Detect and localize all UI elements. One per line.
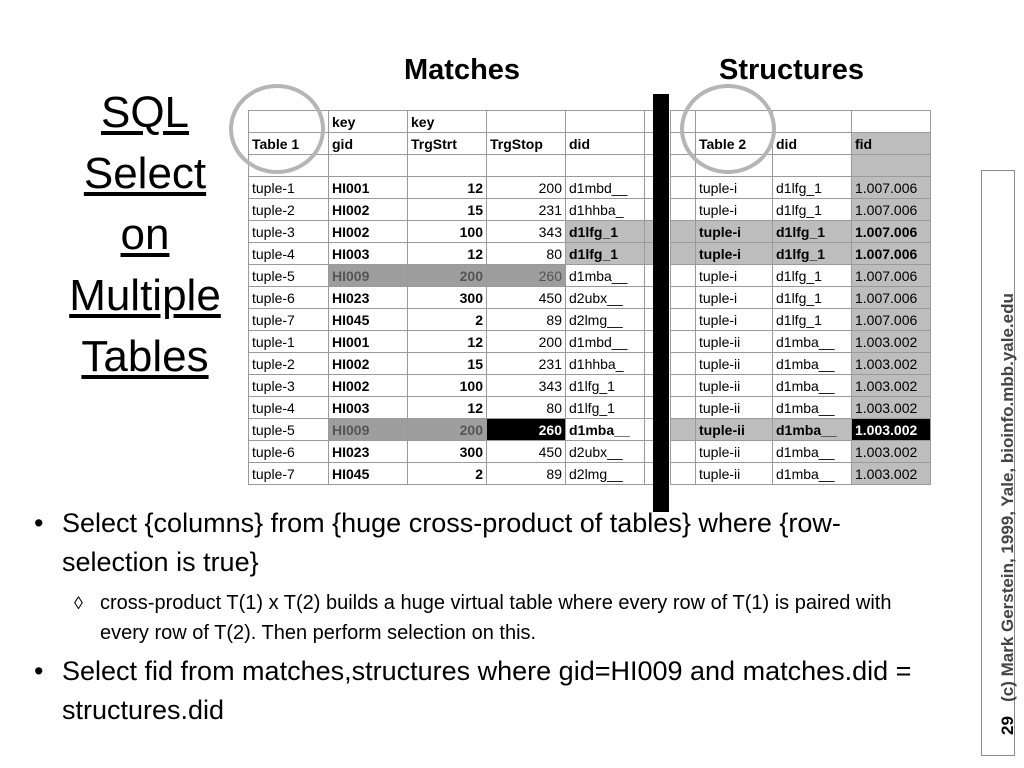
table-row: [249, 309, 665, 331]
cell-tuple: tuple-6: [249, 441, 329, 463]
key-cell: key: [408, 111, 487, 133]
table-row: [671, 221, 931, 243]
header-cell-did: did: [566, 133, 645, 155]
table-row: [671, 463, 931, 485]
spacer-cell: [671, 353, 696, 375]
cell-trgstrt: 100: [408, 375, 487, 397]
cell-fid: 1.003.002: [852, 331, 931, 353]
spacer-cell: [671, 463, 696, 485]
cell-trgstrt: 300: [408, 441, 487, 463]
cell-tuple: tuple-ii: [696, 375, 773, 397]
table2-highlight-circle: [680, 84, 776, 174]
cell-tuple: tuple-2: [249, 353, 329, 375]
table-row: [671, 353, 931, 375]
table-row: [249, 243, 665, 265]
table-row: [249, 419, 665, 441]
cell-tuple: tuple-i: [696, 199, 773, 221]
bullet-dot: •: [34, 656, 44, 686]
cell-fid: 1.003.002: [852, 441, 931, 463]
cell-fid: 1.007.006: [852, 309, 931, 331]
table-row: [249, 441, 665, 463]
table-row: [249, 375, 665, 397]
cell-trgstop: 343: [487, 375, 566, 397]
cell-gid: HI001: [329, 331, 408, 353]
header-cell-gid: gid: [329, 133, 408, 155]
cell-did: d1lfg_1: [773, 199, 852, 221]
spacer-cell: [671, 419, 696, 441]
blank-cell: [566, 155, 645, 177]
header-cell-fid: fid: [852, 133, 931, 155]
cell-fid: 1.003.002: [852, 419, 931, 441]
cell-gid: HI003: [329, 397, 408, 419]
spacer-cell: [671, 309, 696, 331]
cell-did: d2ubx__: [566, 287, 645, 309]
sub-bullet-text: cross-product T(1) x T(2) builds a huge virtual table where every row of T(1) is paired with every row of T(2). Then perform selection on this.: [100, 592, 892, 644]
cell-gid: HI002: [329, 221, 408, 243]
bullet-dot: •: [34, 508, 44, 538]
cell-trgstrt: 12: [408, 331, 487, 353]
key-cell: key: [329, 111, 408, 133]
table-divider: [653, 94, 669, 512]
bullet-text: Select fid from matches,structures where gid=HI009 and matches.did = structures.did: [62, 656, 912, 725]
cell-gid: HI002: [329, 199, 408, 221]
cell-trgstop: 89: [487, 463, 566, 485]
cell-trgstrt: 100: [408, 221, 487, 243]
title-line: Select: [83, 149, 207, 198]
page-number: 29: [998, 716, 1017, 735]
spacer-cell: [671, 397, 696, 419]
cell-gid: HI023: [329, 441, 408, 463]
header-cell-trgstrt: TrgStrt: [408, 133, 487, 155]
table-row: [249, 199, 665, 221]
cell-did: d1mba__: [773, 331, 852, 353]
cell-tuple: tuple-i: [696, 265, 773, 287]
blank-cell: [408, 155, 487, 177]
cell-trgstop: 200: [487, 331, 566, 353]
table-row: [249, 221, 665, 243]
blank-cell: [852, 111, 931, 133]
cell-trgstop: 450: [487, 287, 566, 309]
cell-fid: 1.007.006: [852, 177, 931, 199]
cell-tuple: tuple-3: [249, 221, 329, 243]
table-row: [249, 353, 665, 375]
spacer-cell: [671, 199, 696, 221]
cell-trgstrt: 200: [408, 419, 487, 441]
credit-text: [998, 293, 1018, 735]
cell-trgstop: 260: [487, 419, 566, 441]
cell-tuple: tuple-ii: [696, 331, 773, 353]
cell-tuple: tuple-1: [249, 331, 329, 353]
cell-did: d1lfg_1: [773, 177, 852, 199]
table-row: [671, 287, 931, 309]
spacer-cell: [671, 331, 696, 353]
table-row: [249, 397, 665, 419]
key-highlight-circle: [229, 84, 325, 174]
cell-tuple: tuple-4: [249, 397, 329, 419]
cell-fid: 1.003.002: [852, 353, 931, 375]
cell-did: d1mba__: [773, 419, 852, 441]
cell-did: d2lmg__: [566, 463, 645, 485]
cell-trgstrt: 15: [408, 199, 487, 221]
blank-cell: [773, 155, 852, 177]
cell-did: d1hhba_: [566, 199, 645, 221]
cell-gid: HI045: [329, 463, 408, 485]
cell-tuple: tuple-ii: [696, 353, 773, 375]
header-cell-tuple: Table 2: [696, 133, 773, 155]
cell-fid: 1.007.006: [852, 199, 931, 221]
cell-fid: 1.003.002: [852, 463, 931, 485]
cell-gid: HI009: [329, 419, 408, 441]
header-cell-tuple: Table 1: [249, 133, 329, 155]
cell-fid: 1.007.006: [852, 243, 931, 265]
cell-tuple: tuple-3: [249, 375, 329, 397]
cell-trgstop: 200: [487, 177, 566, 199]
title-line: SQL: [100, 88, 190, 137]
cell-did: d1mba__: [566, 265, 645, 287]
cell-did: d1lfg_1: [566, 397, 645, 419]
cell-gid: HI002: [329, 353, 408, 375]
table-row: [249, 463, 665, 485]
cell-trgstop: 80: [487, 243, 566, 265]
structures-heading: Structures: [719, 54, 865, 86]
diamond-icon: ◊: [74, 593, 83, 613]
cell-trgstrt: 15: [408, 353, 487, 375]
matches-heading: Matches: [404, 54, 521, 86]
sub-bullet-item: [32, 588, 932, 648]
cell-trgstrt: 200: [408, 265, 487, 287]
key-cell: [566, 111, 645, 133]
cell-tuple: tuple-7: [249, 309, 329, 331]
cell-gid: HI003: [329, 243, 408, 265]
table-row: [671, 397, 931, 419]
blank-cell: [773, 111, 852, 133]
key-cell: [487, 111, 566, 133]
cell-trgstrt: 300: [408, 287, 487, 309]
spacer-cell: [671, 243, 696, 265]
title-line: on: [120, 210, 170, 259]
cell-did: d1mba__: [773, 463, 852, 485]
bullet-list: [32, 504, 932, 730]
spacer-cell: [671, 177, 696, 199]
cell-trgstrt: 12: [408, 243, 487, 265]
cell-trgstop: 260: [487, 265, 566, 287]
cell-gid: HI002: [329, 375, 408, 397]
spacer-cell: [671, 375, 696, 397]
title-line: Tables: [81, 332, 209, 381]
credit-line: (c) Mark Gerstein, 1999, Yale, bioinfo.mbb.yale.edu: [998, 293, 1017, 702]
header-cell-trgstop: TrgStop: [487, 133, 566, 155]
bullet-text: Select {columns} from {huge cross-product of tables} where {row-selection is true}: [62, 508, 841, 577]
cell-did: d1lfg_1: [773, 309, 852, 331]
cell-trgstop: 231: [487, 353, 566, 375]
cell-tuple: tuple-7: [249, 463, 329, 485]
cell-did: d1mba__: [773, 441, 852, 463]
cell-did: d2ubx__: [566, 441, 645, 463]
cell-tuple: tuple-i: [696, 287, 773, 309]
cell-did: d1mba__: [773, 397, 852, 419]
bullet-item: [32, 652, 932, 730]
cell-trgstrt: 2: [408, 463, 487, 485]
cell-tuple: tuple-ii: [696, 397, 773, 419]
table-row: [671, 265, 931, 287]
spacer-cell: [671, 441, 696, 463]
cell-tuple: tuple-ii: [696, 463, 773, 485]
blank-cell: [329, 155, 408, 177]
cell-tuple: tuple-i: [696, 221, 773, 243]
cell-trgstop: 231: [487, 199, 566, 221]
cell-tuple: tuple-i: [696, 177, 773, 199]
cell-tuple: tuple-5: [249, 265, 329, 287]
cell-did: d1lfg_1: [773, 221, 852, 243]
cell-tuple: tuple-i: [696, 309, 773, 331]
cell-tuple: tuple-ii: [696, 441, 773, 463]
table-row: [671, 419, 931, 441]
cell-gid: HI009: [329, 265, 408, 287]
cell-trgstrt: 2: [408, 309, 487, 331]
cell-trgstrt: 12: [408, 397, 487, 419]
cell-did: d1mba__: [773, 353, 852, 375]
cell-gid: HI045: [329, 309, 408, 331]
cell-did: d1mbd__: [566, 177, 645, 199]
blank-cell: [852, 155, 931, 177]
cell-trgstop: 80: [487, 397, 566, 419]
cell-did: d2lmg__: [566, 309, 645, 331]
cell-tuple: tuple-6: [249, 287, 329, 309]
spacer-cell: [671, 287, 696, 309]
cell-fid: 1.007.006: [852, 287, 931, 309]
table-row: [671, 243, 931, 265]
cell-tuple: tuple-4: [249, 243, 329, 265]
spacer-cell: [671, 265, 696, 287]
table-row: [671, 177, 931, 199]
cell-tuple: tuple-2: [249, 199, 329, 221]
cell-fid: 1.003.002: [852, 375, 931, 397]
cell-trgstop: 89: [487, 309, 566, 331]
cell-did: d1lfg_1: [773, 243, 852, 265]
cell-did: d1lfg_1: [566, 375, 645, 397]
table-row: [249, 265, 665, 287]
cell-tuple: tuple-1: [249, 177, 329, 199]
blank-cell: [487, 155, 566, 177]
cell-gid: HI023: [329, 287, 408, 309]
slide-title: [40, 82, 250, 387]
cell-fid: 1.007.006: [852, 221, 931, 243]
cell-trgstrt: 12: [408, 177, 487, 199]
matches-table: [248, 110, 665, 485]
table-row: [249, 331, 665, 353]
cell-did: d1mba__: [566, 419, 645, 441]
cell-did: d1lfg_1: [773, 287, 852, 309]
spacer-cell: [671, 221, 696, 243]
bullet-item: [32, 504, 932, 582]
cell-did: d1lfg_1: [773, 265, 852, 287]
cell-fid: 1.003.002: [852, 397, 931, 419]
table-row: [671, 375, 931, 397]
cell-did: d1lfg_1: [566, 221, 645, 243]
table-row: [671, 331, 931, 353]
table-row: [249, 287, 665, 309]
cell-did: d1mba__: [773, 375, 852, 397]
title-line: Multiple: [69, 271, 221, 320]
header-cell-did: did: [773, 133, 852, 155]
table-row: [671, 309, 931, 331]
cell-tuple: tuple-5: [249, 419, 329, 441]
table-row: [671, 441, 931, 463]
cell-trgstop: 343: [487, 221, 566, 243]
cell-trgstop: 450: [487, 441, 566, 463]
cell-tuple: tuple-ii: [696, 419, 773, 441]
table-row: [249, 177, 665, 199]
cell-did: d1mbd__: [566, 331, 645, 353]
cell-tuple: tuple-i: [696, 243, 773, 265]
table-row: [671, 199, 931, 221]
cell-did: d1hhba_: [566, 353, 645, 375]
cell-fid: 1.007.006: [852, 265, 931, 287]
cell-gid: HI001: [329, 177, 408, 199]
cell-did: d1lfg_1: [566, 243, 645, 265]
